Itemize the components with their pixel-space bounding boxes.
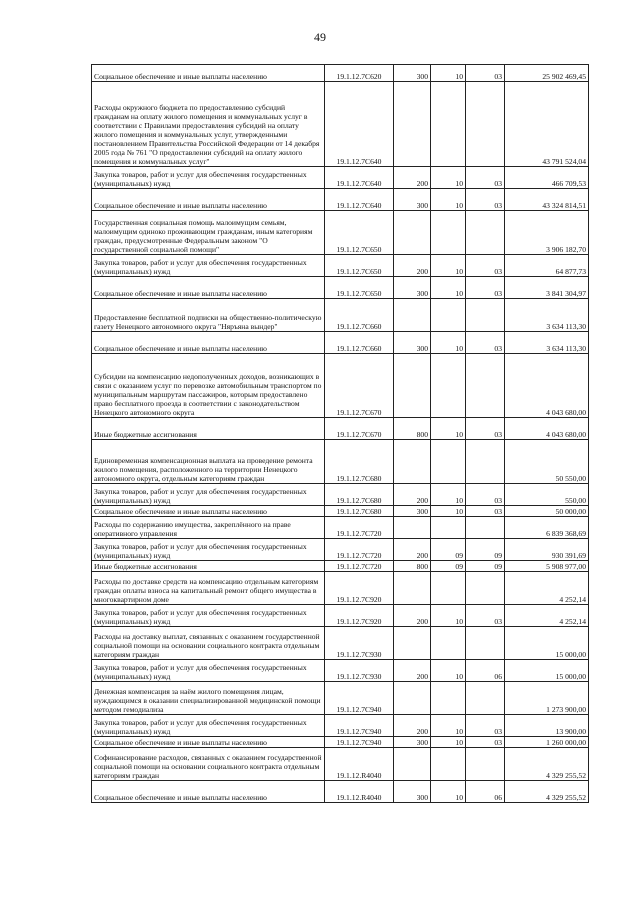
row-expense-type-cell: 300 — [394, 781, 431, 803]
row-name-cell: Закупка товаров, работ и услуг для обеспечения государственных (муниципальных) нужд — [92, 255, 325, 277]
row-sum-cell: 930 391,69 — [505, 539, 589, 561]
table-row — [92, 484, 589, 506]
row-name-cell: Закупка товаров, работ и услуг для обеспечения государственных (муниципальных) нужд — [92, 167, 325, 189]
row-subsection-cell: 03 — [466, 167, 505, 189]
row-code-cell: 19.1.12.7С720 — [325, 539, 394, 561]
row-subsection-cell — [466, 82, 505, 167]
row-sum-cell: 50 550,00 — [505, 440, 589, 484]
row-name-cell: Социальное обеспечение и иные выплаты населению — [92, 189, 325, 211]
row-name-cell: Единовременная компенсационная выплата на проведение ремонта жилого помещения, расположенного на территории Ненецкого автономного округа, отдельным категориям граждан — [92, 440, 325, 484]
row-expense-type-cell: 200 — [394, 484, 431, 506]
row-subsection-cell: 03 — [466, 65, 505, 82]
row-name-cell: Социальное обеспечение и иные выплаты населению — [92, 332, 325, 354]
row-name-cell: Иные бюджетные ассигнования — [92, 561, 325, 572]
table-row — [92, 605, 589, 627]
row-name-cell: Субсидии на компенсацию недополученных доходов, возникающих в связи с оказанием услуг по перевозке автомобильным транспортом по муниципальным маршрутам пассажиров, которым предоставлено право бесплатного проезда в соответствии с законодательством Ненецкого автономного округа — [92, 354, 325, 418]
row-name-cell: Закупка товаров, работ и услуг для обеспечения государственных (муниципальных) нужд — [92, 715, 325, 737]
row-section-cell: 10 — [431, 167, 466, 189]
row-subsection-cell — [466, 748, 505, 781]
row-name-cell: Расходы по содержанию имущества, закреплённого на праве оперативного управления — [92, 517, 325, 539]
row-sum-cell: 3 906 182,70 — [505, 211, 589, 255]
row-expense-type-cell: 200 — [394, 715, 431, 737]
row-expense-type-cell: 200 — [394, 539, 431, 561]
row-expense-type-cell: 300 — [394, 189, 431, 211]
table-row — [92, 715, 589, 737]
row-subsection-cell: 03 — [466, 715, 505, 737]
row-section-cell — [431, 627, 466, 660]
row-name-cell: Социальное обеспечение и иные выплаты населению — [92, 781, 325, 803]
row-section-cell — [431, 517, 466, 539]
table-row — [92, 65, 589, 82]
table-row — [92, 781, 589, 803]
row-sum-cell: 4 329 255,52 — [505, 781, 589, 803]
row-sum-cell: 4 043 680,00 — [505, 418, 589, 440]
row-sum-cell: 4 043 680,00 — [505, 354, 589, 418]
row-section-cell: 09 — [431, 539, 466, 561]
row-sum-cell: 4 252,14 — [505, 605, 589, 627]
row-expense-type-cell: 300 — [394, 506, 431, 517]
row-expense-type-cell: 200 — [394, 605, 431, 627]
table-row — [92, 682, 589, 715]
row-code-cell: 19.1.12.7С670 — [325, 354, 394, 418]
table-row — [92, 561, 589, 572]
table-row — [92, 572, 589, 605]
table-row — [92, 255, 589, 277]
row-code-cell: 19.1.12.7С620 — [325, 65, 394, 82]
row-expense-type-cell: 200 — [394, 255, 431, 277]
row-sum-cell: 43 324 814,51 — [505, 189, 589, 211]
row-code-cell: 19.1.12.7С640 — [325, 82, 394, 167]
row-code-cell: 19.1.12.7С720 — [325, 561, 394, 572]
row-section-cell: 10 — [431, 332, 466, 354]
table-row — [92, 189, 589, 211]
row-name-cell: Денежная компенсация за наём жилого помещения лицам, нуждающимся в оказании специализированной медицинской помощи методом гемодиализа — [92, 682, 325, 715]
row-code-cell: 19.1.12.7С640 — [325, 189, 394, 211]
row-subsection-cell: 03 — [466, 277, 505, 299]
row-name-cell: Расходы окружного бюджета по предоставлению субсидий гражданам на оплату жилого помещения и коммунальных услуг в соответствии с Правилами предоставления субсидий на оплату жилого помещения и коммунальных услуг, утвержденными постановлением Правительства Российской Федерации от 14 декабря 2005 года № 761 "О предоставлении субсидий на оплату жилого помещения и коммунальных услуг" — [92, 82, 325, 167]
table-row — [92, 539, 589, 561]
row-sum-cell: 15 000,00 — [505, 627, 589, 660]
row-name-cell: Расходы по доставке средств на компенсацию отдельным категориям граждан оплаты взноса на капитальный ремонт общего имущества в многоквартирном доме — [92, 572, 325, 605]
row-code-cell: 19.1.12.7С930 — [325, 627, 394, 660]
table-row — [92, 506, 589, 517]
row-section-cell: 10 — [431, 737, 466, 748]
row-subsection-cell — [466, 682, 505, 715]
table-row — [92, 211, 589, 255]
row-section-cell — [431, 211, 466, 255]
row-name-cell: Расходы на доставку выплат, связанных с оказанием государственной социальной помощи на основании социального контракта отдельным категориям граждан — [92, 627, 325, 660]
row-code-cell: 19.1.12.7С940 — [325, 682, 394, 715]
row-section-cell: 10 — [431, 189, 466, 211]
row-section-cell — [431, 682, 466, 715]
table-row — [92, 737, 589, 748]
row-subsection-cell — [466, 354, 505, 418]
row-subsection-cell — [466, 299, 505, 332]
row-sum-cell: 50 000,00 — [505, 506, 589, 517]
row-subsection-cell: 06 — [466, 660, 505, 682]
row-code-cell: 19.1.12.7С650 — [325, 255, 394, 277]
row-expense-type-cell — [394, 440, 431, 484]
row-subsection-cell: 03 — [466, 737, 505, 748]
row-subsection-cell: 09 — [466, 561, 505, 572]
row-expense-type-cell: 800 — [394, 418, 431, 440]
row-sum-cell: 4 329 255,52 — [505, 748, 589, 781]
table-row — [92, 748, 589, 781]
row-name-cell: Социальное обеспечение и иные выплаты населению — [92, 65, 325, 82]
row-code-cell: 19.1.12.7С650 — [325, 211, 394, 255]
row-name-cell: Закупка товаров, работ и услуг для обеспечения государственных (муниципальных) нужд — [92, 484, 325, 506]
row-code-cell: 19.1.12.7С920 — [325, 572, 394, 605]
row-expense-type-cell — [394, 572, 431, 605]
table-row — [92, 167, 589, 189]
row-code-cell: 19.1.12.R4040 — [325, 748, 394, 781]
row-expense-type-cell: 200 — [394, 167, 431, 189]
row-name-cell: Иные бюджетные ассигнования — [92, 418, 325, 440]
row-subsection-cell: 06 — [466, 781, 505, 803]
row-section-cell: 10 — [431, 255, 466, 277]
row-expense-type-cell — [394, 354, 431, 418]
row-code-cell: 19.1.12.7С680 — [325, 440, 394, 484]
row-subsection-cell — [466, 440, 505, 484]
row-expense-type-cell — [394, 517, 431, 539]
row-code-cell: 19.1.12.7С660 — [325, 332, 394, 354]
row-name-cell: Закупка товаров, работ и услуг для обеспечения государственных (муниципальных) нужд — [92, 605, 325, 627]
row-sum-cell: 64 877,73 — [505, 255, 589, 277]
row-code-cell: 19.1.12.7С940 — [325, 737, 394, 748]
row-sum-cell: 3 634 113,30 — [505, 299, 589, 332]
row-name-cell: Социальное обеспечение и иные выплаты населению — [92, 277, 325, 299]
row-section-cell: 09 — [431, 561, 466, 572]
row-subsection-cell — [466, 517, 505, 539]
row-name-cell: Предоставление бесплатной подписки на общественно-политическую газету Ненецкого автономного округа "Няръяна вындер" — [92, 299, 325, 332]
row-sum-cell: 6 839 368,69 — [505, 517, 589, 539]
row-sum-cell: 43 791 524,04 — [505, 82, 589, 167]
row-section-cell: 10 — [431, 715, 466, 737]
row-expense-type-cell: 200 — [394, 660, 431, 682]
row-name-cell: Софинансирование расходов, связанных с оказанием государственной социальной помощи на основании социального контракта отдельным категориям граждан — [92, 748, 325, 781]
row-subsection-cell: 03 — [466, 255, 505, 277]
row-expense-type-cell — [394, 82, 431, 167]
row-subsection-cell: 03 — [466, 484, 505, 506]
row-sum-cell: 3 634 113,30 — [505, 332, 589, 354]
row-code-cell: 19.1.12.7С680 — [325, 506, 394, 517]
row-expense-type-cell — [394, 299, 431, 332]
row-sum-cell: 13 900,00 — [505, 715, 589, 737]
row-code-cell: 19.1.12.R4040 — [325, 781, 394, 803]
table-row — [92, 660, 589, 682]
row-subsection-cell — [466, 627, 505, 660]
row-name-cell: Государственная социальная помощь малоимущим семьям, малоимущим одиноко проживающим гражданам, иным категориям граждан, предусмотренные Федеральным законом "О государственной социальной помощи" — [92, 211, 325, 255]
row-sum-cell: 4 252,14 — [505, 572, 589, 605]
table-row — [92, 440, 589, 484]
row-expense-type-cell: 800 — [394, 561, 431, 572]
row-code-cell: 19.1.12.7С720 — [325, 517, 394, 539]
row-expense-type-cell — [394, 211, 431, 255]
row-code-cell: 19.1.12.7С680 — [325, 484, 394, 506]
table-row — [92, 277, 589, 299]
row-sum-cell: 5 908 977,00 — [505, 561, 589, 572]
row-sum-cell: 550,00 — [505, 484, 589, 506]
table-body — [92, 65, 589, 803]
row-subsection-cell: 03 — [466, 605, 505, 627]
row-sum-cell: 1 260 000,00 — [505, 737, 589, 748]
table-row — [92, 354, 589, 418]
row-sum-cell: 25 902 469,45 — [505, 65, 589, 82]
row-code-cell: 19.1.12.7С930 — [325, 660, 394, 682]
row-sum-cell: 1 273 900,00 — [505, 682, 589, 715]
row-subsection-cell: 03 — [466, 418, 505, 440]
row-code-cell: 19.1.12.7С660 — [325, 299, 394, 332]
row-section-cell: 10 — [431, 506, 466, 517]
row-subsection-cell: 03 — [466, 189, 505, 211]
table-row — [92, 82, 589, 167]
row-expense-type-cell: 300 — [394, 332, 431, 354]
row-section-cell: 10 — [431, 277, 466, 299]
row-section-cell: 10 — [431, 484, 466, 506]
row-name-cell: Социальное обеспечение и иные выплаты населению — [92, 506, 325, 517]
row-code-cell: 19.1.12.7С640 — [325, 167, 394, 189]
row-sum-cell: 15 000,00 — [505, 660, 589, 682]
row-section-cell — [431, 354, 466, 418]
row-subsection-cell — [466, 572, 505, 605]
table-row — [92, 627, 589, 660]
row-code-cell: 19.1.12.7С670 — [325, 418, 394, 440]
row-expense-type-cell: 300 — [394, 277, 431, 299]
table-row — [92, 332, 589, 354]
row-sum-cell: 466 709,53 — [505, 167, 589, 189]
row-code-cell: 19.1.12.7С920 — [325, 605, 394, 627]
row-sum-cell: 3 841 304,97 — [505, 277, 589, 299]
table-row — [92, 299, 589, 332]
row-section-cell — [431, 440, 466, 484]
row-code-cell: 19.1.12.7С650 — [325, 277, 394, 299]
row-subsection-cell: 09 — [466, 539, 505, 561]
row-section-cell: 10 — [431, 65, 466, 82]
row-name-cell: Социальное обеспечение и иные выплаты населению — [92, 737, 325, 748]
row-expense-type-cell — [394, 748, 431, 781]
row-section-cell — [431, 299, 466, 332]
row-section-cell — [431, 748, 466, 781]
row-expense-type-cell — [394, 682, 431, 715]
row-section-cell: 10 — [431, 605, 466, 627]
row-subsection-cell — [466, 211, 505, 255]
row-subsection-cell: 03 — [466, 332, 505, 354]
budget-table — [91, 64, 589, 803]
row-expense-type-cell — [394, 627, 431, 660]
row-section-cell — [431, 572, 466, 605]
page-number: 49 — [314, 30, 326, 44]
table-row — [92, 517, 589, 539]
row-expense-type-cell: 300 — [394, 65, 431, 82]
row-section-cell: 10 — [431, 781, 466, 803]
row-subsection-cell: 03 — [466, 506, 505, 517]
table-row — [92, 418, 589, 440]
row-code-cell: 19.1.12.7С940 — [325, 715, 394, 737]
row-section-cell: 10 — [431, 418, 466, 440]
row-expense-type-cell: 300 — [394, 737, 431, 748]
row-section-cell — [431, 82, 466, 167]
row-section-cell: 10 — [431, 660, 466, 682]
row-name-cell: Закупка товаров, работ и услуг для обеспечения государственных (муниципальных) нужд — [92, 660, 325, 682]
row-name-cell: Закупка товаров, работ и услуг для обеспечения государственных (муниципальных) нужд — [92, 539, 325, 561]
